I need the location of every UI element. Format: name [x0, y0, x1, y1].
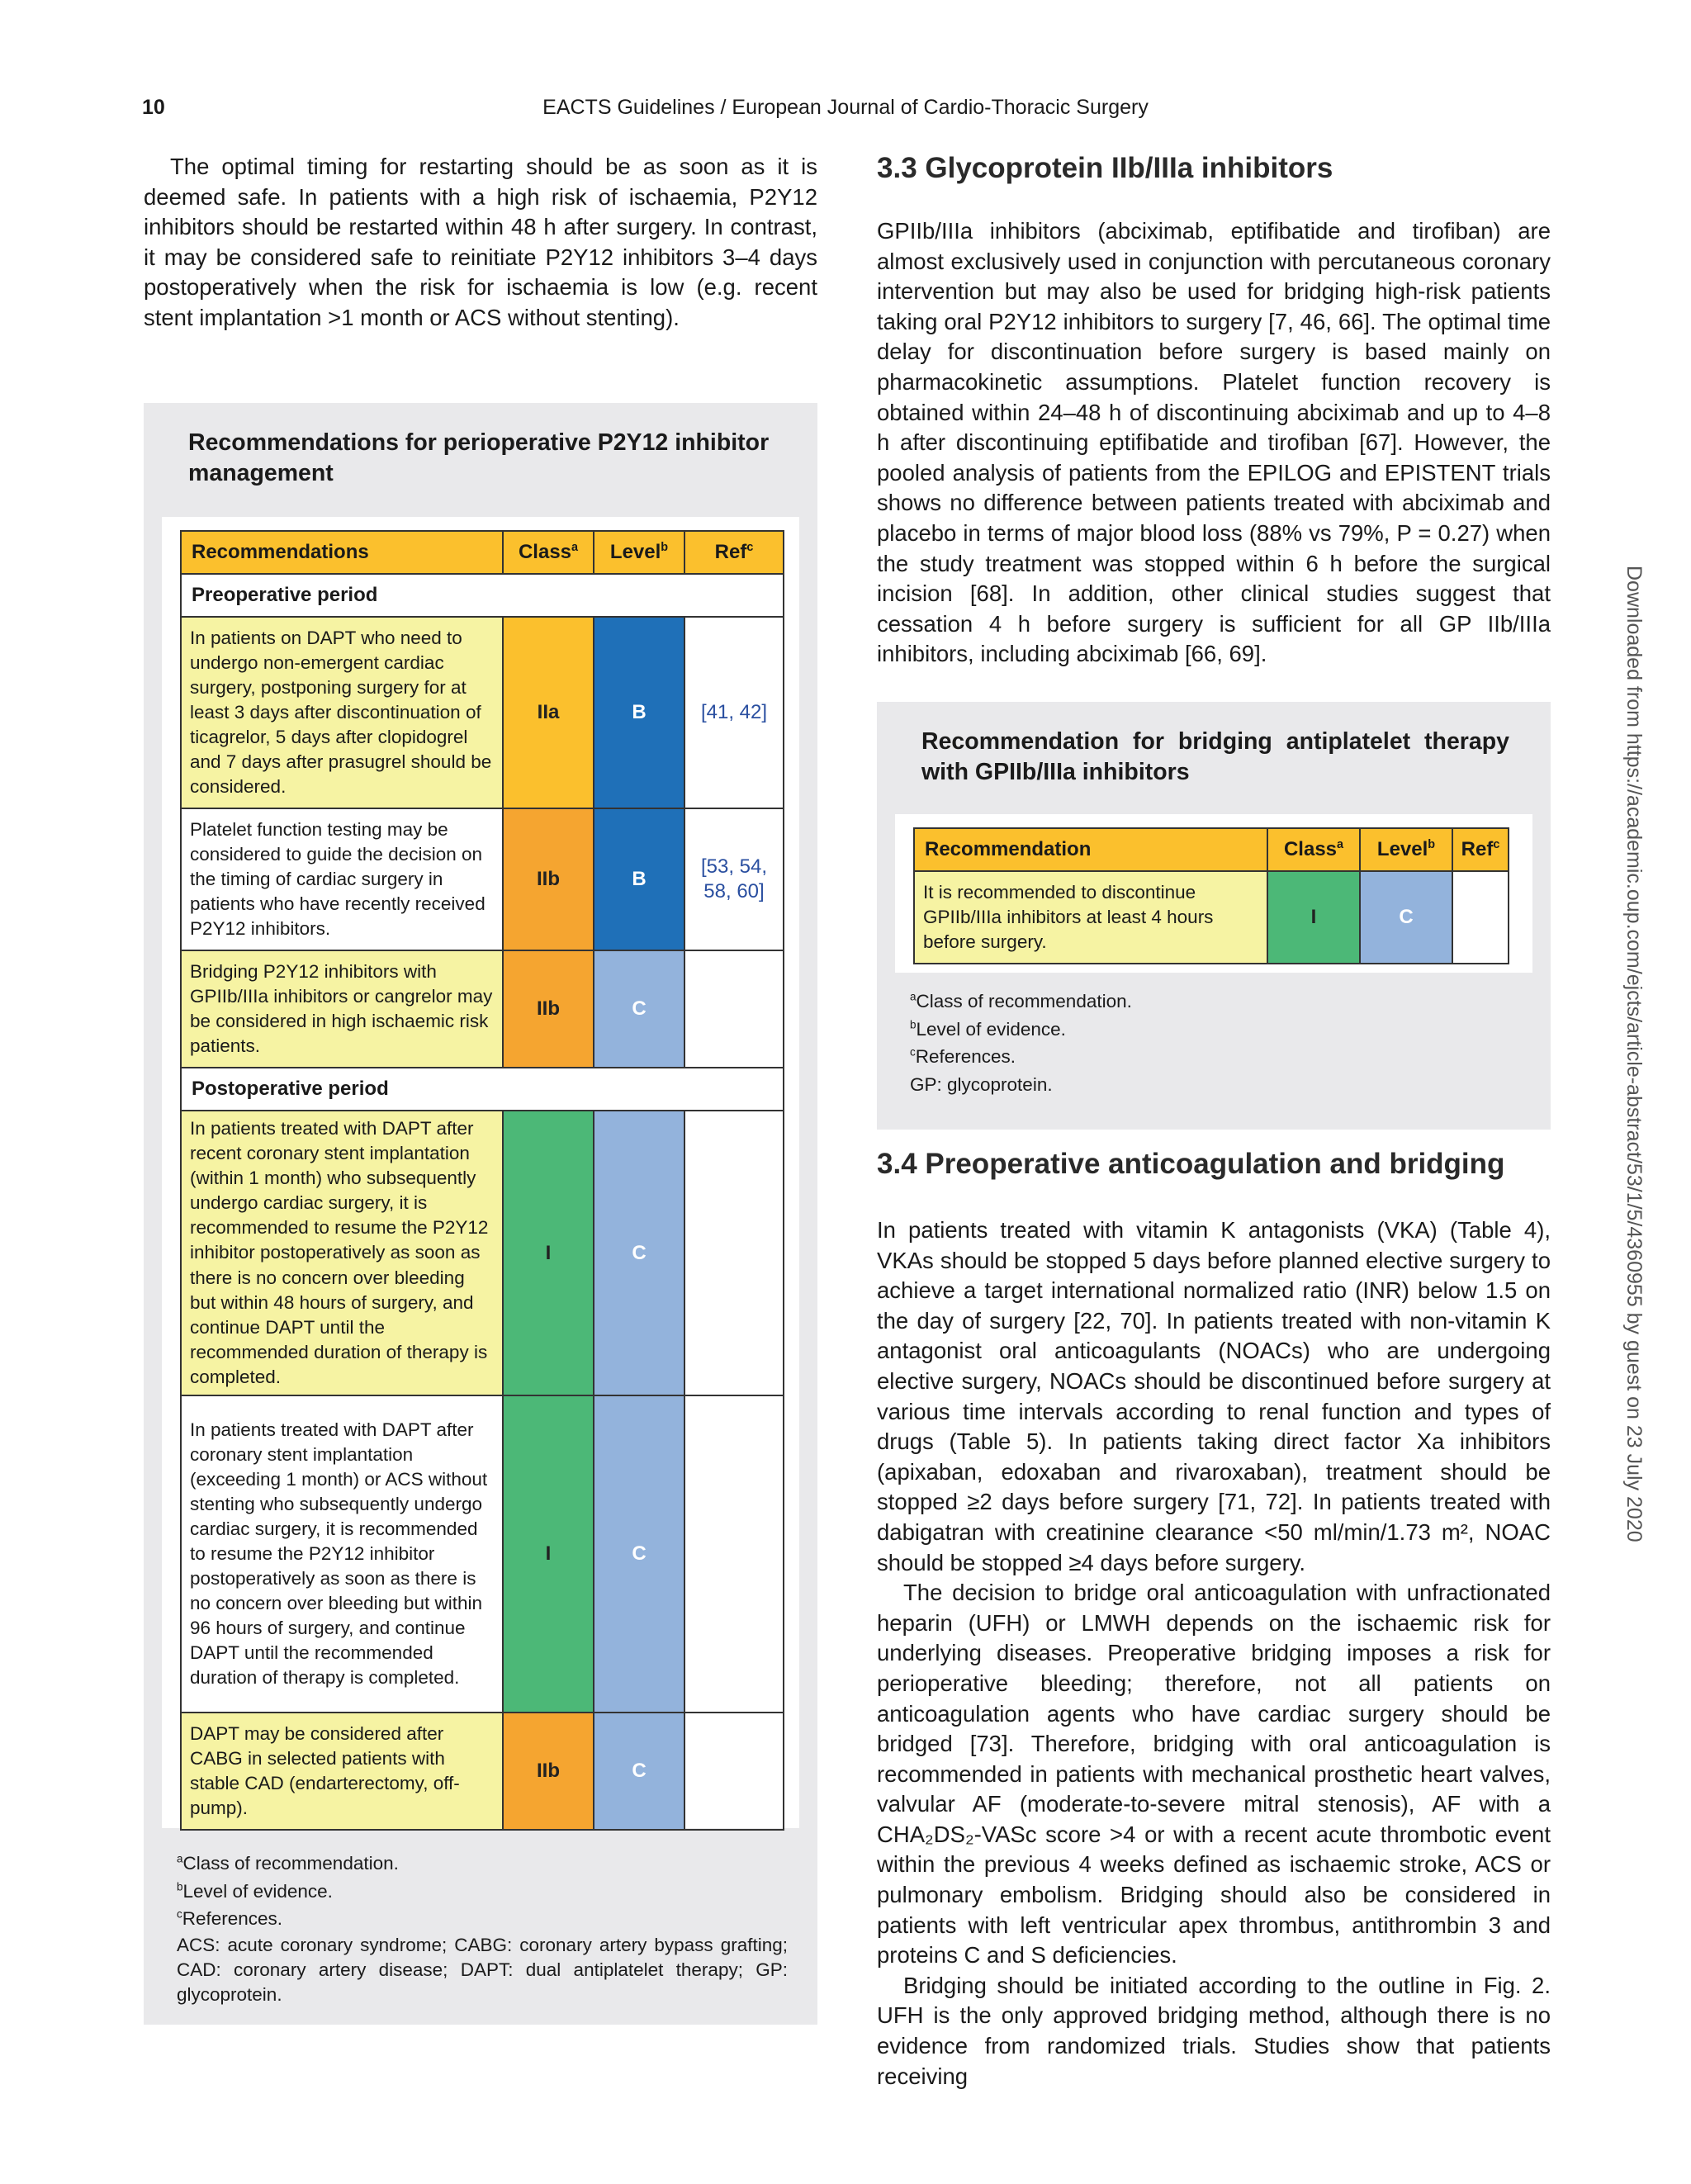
class-cell: I: [503, 1111, 594, 1395]
section-3-4: [877, 1146, 1551, 1182]
ref-cell: [684, 1395, 784, 1713]
p2y12-footnotes: [177, 1850, 788, 2007]
footnote-c: $^c$References.: [177, 1907, 283, 1929]
preoperative-period-label: Preoperative period: [181, 574, 784, 617]
ref-cell: [684, 1713, 784, 1830]
level-cell: C: [594, 1395, 684, 1713]
section-3-3: [877, 150, 1551, 187]
section-3-3-title: 3.3 Glycoprotein IIb/IIIa inhibitors: [877, 152, 1333, 184]
header-class: Class$^a$: [1267, 828, 1360, 871]
rec-text: Bridging P2Y12 inhibitors with GPIIb/IIIa inhibitors or cangrelor may be considered in high ischaemic risk patients.: [181, 950, 503, 1068]
p2y12-recommendations-box: [144, 403, 817, 2025]
table-row: [181, 1713, 784, 1830]
class-cell: IIb: [503, 1713, 594, 1830]
rec-text: It is recommended to discontinue GPIIb/IIIa inhibitors at least 4 hours before surgery.: [914, 871, 1267, 964]
level-cell: C: [594, 950, 684, 1068]
rec-text: In patients treated with DAPT after recent coronary stent implantation (within 1 month) who subsequently undergo cardiac surgery, it is recommended to resume the P2Y12 inhibitor postoperatively as soon as there is no concern over bleeding but within 48 hours of surgery, and continue DAPT until the recommended duration of therapy is completed.: [181, 1111, 503, 1395]
header-level: Level$^b$: [1360, 828, 1452, 871]
p2y12-box-title: Recommendations for perioperative P2Y12 inhibitor management: [188, 429, 770, 486]
section-3-4-body: [877, 1215, 1551, 2092]
postoperative-period-label: Postoperative period: [181, 1068, 784, 1111]
header-ref: Ref$^c$: [684, 531, 784, 574]
class-cell: IIb: [503, 808, 594, 950]
table-row: [181, 1395, 784, 1713]
level-cell: C: [594, 1713, 684, 1830]
gpiib-table-frame: [895, 814, 1532, 973]
level-cell: C: [1360, 871, 1452, 964]
footnote-abbreviations: GP: glycoprotein.: [910, 1073, 1053, 1095]
footnote-a: $^a$Class of recommendation.: [910, 990, 1132, 1011]
gpiib-recommendation-box: [877, 702, 1551, 1130]
table-row: [181, 950, 784, 1068]
table-row: [181, 1111, 784, 1395]
footnote-b: $^b$Level of evidence.: [910, 1018, 1066, 1040]
footnote-c: $^c$References.: [910, 1045, 1016, 1067]
level-cell: B: [594, 617, 684, 808]
table-header-row: [914, 828, 1509, 871]
rec-text: Platelet function testing may be considered to guide the decision on the timing of cardiac surgery in patients who have recently received P2Y12 inhibitors.: [181, 808, 503, 950]
footnote-b: $^b$Level of evidence.: [177, 1880, 333, 1902]
table-row: [181, 617, 784, 808]
header-class: Class$^a$: [503, 531, 594, 574]
rec-text: DAPT may be considered after CABG in selected patients with stable CAD (endarterectomy, off-pump).: [181, 1713, 503, 1830]
intro-paragraph: The optimal timing for restarting should be as soon as it is deemed safe. In patients with a high risk of ischaemia, P2Y12 inhibitors should be restarted within 48 h after surgery. In contrast, it may be considered safe to reinitiate P2Y12 inhibitors 3–4 days postoperatively when the risk for ischaemia is low (e.g. recent stent implantation >1 month or ACS without stenting).: [144, 154, 817, 330]
header-recommendations: Recommendations: [181, 531, 503, 574]
left-intro: [144, 152, 817, 334]
table-row: [181, 808, 784, 950]
gpiib-box-title: Recommendation for bridging antiplatelet therapy with GPIIb/IIIa inhibitors: [921, 728, 1509, 785]
ref-cell: [53, 54, 58, 60]: [684, 808, 784, 950]
gpiib-table: [913, 827, 1509, 964]
header-recommendation: Recommendation: [914, 828, 1267, 871]
ref-cell: [684, 1111, 784, 1395]
level-cell: C: [594, 1111, 684, 1395]
class-cell: I: [503, 1395, 594, 1713]
header-ref: Ref$^c$: [1452, 828, 1509, 871]
section-3-4-paragraph-1: In patients treated with vitamin K antagonists (VKA) (Table 4), VKAs should be stopped 5 days before planned elective surgery to achieve a target international normalized ratio (INR) below 1.5 on the day of surgery [22, 70]. In patients treated with non-vitamin K antagonist oral anticoagulants (NOACs) who are undergoing elective surgery, NOACs should be discontinued before surgery at various time intervals according to renal function and types of drugs (Table 5). In patients taking direct factor Xa inhibitors (apixaban, edoxaban and rivaroxaban), treatment should be stopped ≥2 days before surgery [71, 72]. In patients treated with dabigatran with creatinine clearance <50 ml/min/1.73 m², NOAC should be stopped ≥4 days before surgery.: [877, 1217, 1551, 1575]
journal-header: EACTS Guidelines / European Journal of Cardio-Thoracic Surgery: [542, 96, 1149, 119]
level-cell: B: [594, 808, 684, 950]
ref-cell: [1452, 871, 1509, 964]
period-row-postoperative: [181, 1068, 784, 1111]
section-3-4-title: 3.4 Preoperative anticoagulation and bridging: [877, 1148, 1505, 1180]
period-row-preoperative: [181, 574, 784, 617]
page-number: 10: [142, 96, 165, 119]
header-level: Level$^b$: [594, 531, 684, 574]
section-3-4-paragraph-3: Bridging should be initiated according to the outline in Fig. 2. UFH is the only approved bridging method, although there is no evidence from randomized trials. Studies show that patients receiving: [877, 1972, 1551, 2089]
rec-text: In patients on DAPT who need to undergo non-emergent cardiac surgery, postponing surgery for at least 3 days after discontinuation of ticagrelor, 5 days after clopidogrel and 7 days after prasugrel should be considered.: [181, 617, 503, 808]
footnote-a: $^a$Class of recommendation.: [177, 1852, 399, 1874]
gpiib-footnotes: [910, 988, 1521, 1098]
class-cell: I: [1267, 871, 1360, 964]
rec-text: In patients treated with DAPT after coronary stent implantation (exceeding 1 month) or ACS without stenting who subsequently undergo cardiac surgery, it is recommended to resume the P2Y12 inhibitor postoperatively as soon as there is no concern over bleeding but within 96 hours of surgery, and continue DAPT until the recommended duration of therapy is completed.: [181, 1395, 503, 1713]
p2y12-table-frame: [162, 517, 799, 1828]
footnote-abbreviations: ACS: acute coronary syndrome; CABG: coronary artery bypass grafting; CAD: coronary artery disease; DAPT: dual antiplatelet therapy; GP: glycoprotein.: [177, 1934, 788, 2005]
class-cell: IIb: [503, 950, 594, 1068]
section-3-3-body: [877, 216, 1551, 670]
section-3-3-paragraph: GPIIb/IIIa inhibitors (abciximab, eptifibatide and tirofiban) are almost exclusively used in conjunction with percutaneous coronary intervention but may also be used for bridging high-risk patients taking oral P2Y12 inhibitors to surgery [7, 46, 66]. The optimal time delay for discontinuation before surgery is based mainly on pharmacokinetic assumptions. Platelet function recovery is obtained within 24–48 h of discontinuing abciximab and up to 4–8 h after discontinuing eptifibatide and tirofiban [67]. However, the pooled analysis of patients from the EPILOG and EPISTENT trials shows no difference between patients treated with abciximab and placebo in terms of major blood loss (88% vs 79%, P = 0.27) when the study treatment was stopped within 6 h before the surgical incision [68]. In addition, other clinical studies suggest that cessation 4 h before surgery is sufficient for all GP IIb/IIIa inhibitors, including abciximab [66, 69].: [877, 218, 1551, 667]
section-3-4-paragraph-2: The decision to bridge oral anticoagulation with unfractionated heparin (UFH) or LMWH depends on the ischaemic risk for underlying diseases. Preoperative bridging imposes a risk for perioperative bleeding; therefore, not all patients on anticoagulation agents who have cardiac surgery should be bridged [73]. Therefore, bridging with oral anticoagulation is recommended in patients with mechanical prosthetic heart valves, valvular AF (moderate-to-severe mitral stenosis), AF with a CHA₂DS₂-VASc score >4 or with a recent acute thrombotic event within the previous 4 weeks defined as ischaemic stroke, ACS or pulmonary embolism. Bridging should also be considered in patients with left ventricular apex thrombus, antithrombin 3 and proteins C and S deficiencies.: [877, 1580, 1551, 1968]
ref-cell: [684, 950, 784, 1068]
class-cell: IIa: [503, 617, 594, 808]
ref-cell: [41, 42]: [684, 617, 784, 808]
table-row: [914, 871, 1509, 964]
download-side-note: Downloaded from https://academic.oup.com/ejcts/article-abstract/53/1/5/4360955 by guest on 23 July 2020: [1622, 566, 1646, 1542]
table-header-row: [181, 531, 784, 574]
p2y12-table: [180, 530, 784, 1831]
